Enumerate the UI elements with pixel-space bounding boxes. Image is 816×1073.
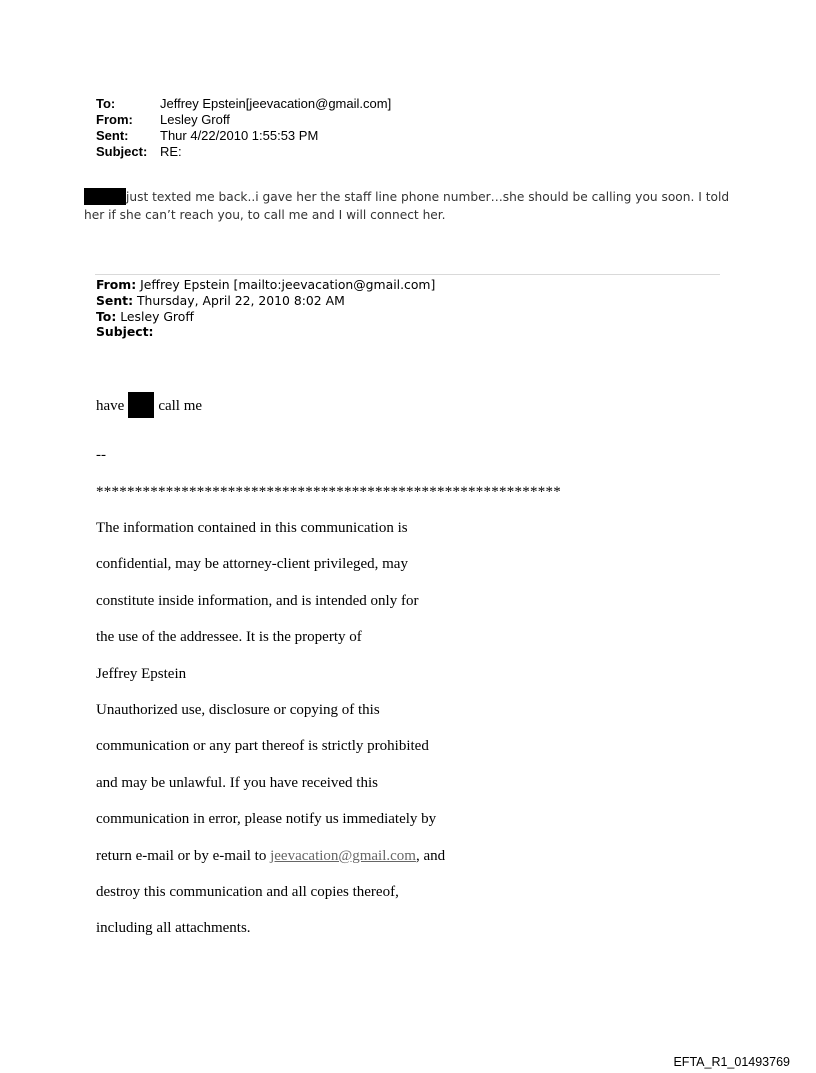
quoted-to-value: Lesley Groff	[120, 308, 194, 324]
sig-line: Jeffrey Epstein	[96, 665, 187, 682]
sig-line: and may be unlawful. If you have received this	[96, 774, 378, 791]
sig-line: destroy this communication and all copies thereof,	[96, 884, 399, 901]
reply-body	[84, 188, 734, 224]
quoted-body-after: call me	[158, 398, 203, 414]
quoted-from-value: Jeffrey Epstein [mailto:jeevacation@gmail.com]	[140, 277, 436, 292]
quoted-sent-row	[96, 293, 435, 309]
reply-line-2: her if she can’t reach you, to call me and I will connect her.	[84, 208, 446, 222]
sent-row	[96, 128, 391, 144]
reply-text-1: just texted me back..i gave her the staff line phone number…she should be calling you soon. I told	[126, 190, 730, 204]
subject-label: Subject:	[96, 144, 148, 159]
subject-value: RE:	[160, 144, 182, 159]
sig-dashes: --	[96, 447, 106, 464]
separator-line	[95, 274, 720, 275]
quoted-header	[96, 277, 435, 340]
sig-line: The information contained in this communication is	[96, 520, 408, 537]
to-row	[96, 96, 391, 112]
confidentiality-signature	[96, 428, 561, 956]
sig-line: the use of the addressee. It is the property of	[96, 629, 362, 646]
quoted-body	[96, 392, 202, 418]
sent-label: Sent:	[96, 128, 129, 143]
reply-line-1	[84, 188, 734, 206]
sig-line-after-link: , and	[415, 847, 446, 864]
sig-line: constitute inside information, and is intended only for	[96, 592, 419, 609]
quoted-subject-label: Subject:	[96, 324, 154, 340]
sig-line-before-link: return e-mail or by e-mail to	[96, 847, 271, 864]
sig-stars: ************************************************************	[96, 483, 561, 500]
sig-line: Unauthorized use, disclosure or copying of this	[96, 702, 380, 719]
quoted-body-before: have	[96, 398, 125, 414]
sig-line: including all attachments.	[96, 920, 251, 937]
to-value: Jeffrey Epstein[jeevacation@gmail.com]	[160, 96, 392, 111]
email-link[interactable]: jeevacation@gmail.com	[270, 847, 416, 864]
from-row	[96, 112, 391, 128]
document-id: EFTA_R1_01493769	[673, 1055, 790, 1069]
quoted-to-row	[96, 309, 435, 325]
sig-line: confidential, may be attorney-client privileged, may	[96, 556, 408, 573]
subject-row	[96, 144, 391, 160]
sent-value: Thur 4/22/2010 1:55:53 PM	[160, 128, 319, 143]
quoted-from-row	[96, 277, 435, 293]
redaction-block	[128, 392, 154, 418]
quoted-sent-label: Sent:	[96, 292, 134, 308]
from-label: From:	[96, 112, 133, 127]
quoted-subject-row	[96, 324, 435, 340]
quoted-from-label: From:	[96, 277, 137, 292]
sig-line-email	[96, 847, 561, 865]
to-label: To:	[96, 96, 116, 111]
sig-line: communication or any part thereof is strictly prohibited	[96, 738, 429, 755]
sig-line: communication in error, please notify us immediately by	[96, 811, 437, 828]
redaction-block	[84, 188, 126, 205]
email-header	[96, 96, 391, 160]
quoted-to-label: To:	[96, 308, 117, 324]
quoted-sent-value: Thursday, April 22, 2010 8:02 AM	[136, 292, 345, 308]
from-value: Lesley Groff	[160, 112, 230, 127]
